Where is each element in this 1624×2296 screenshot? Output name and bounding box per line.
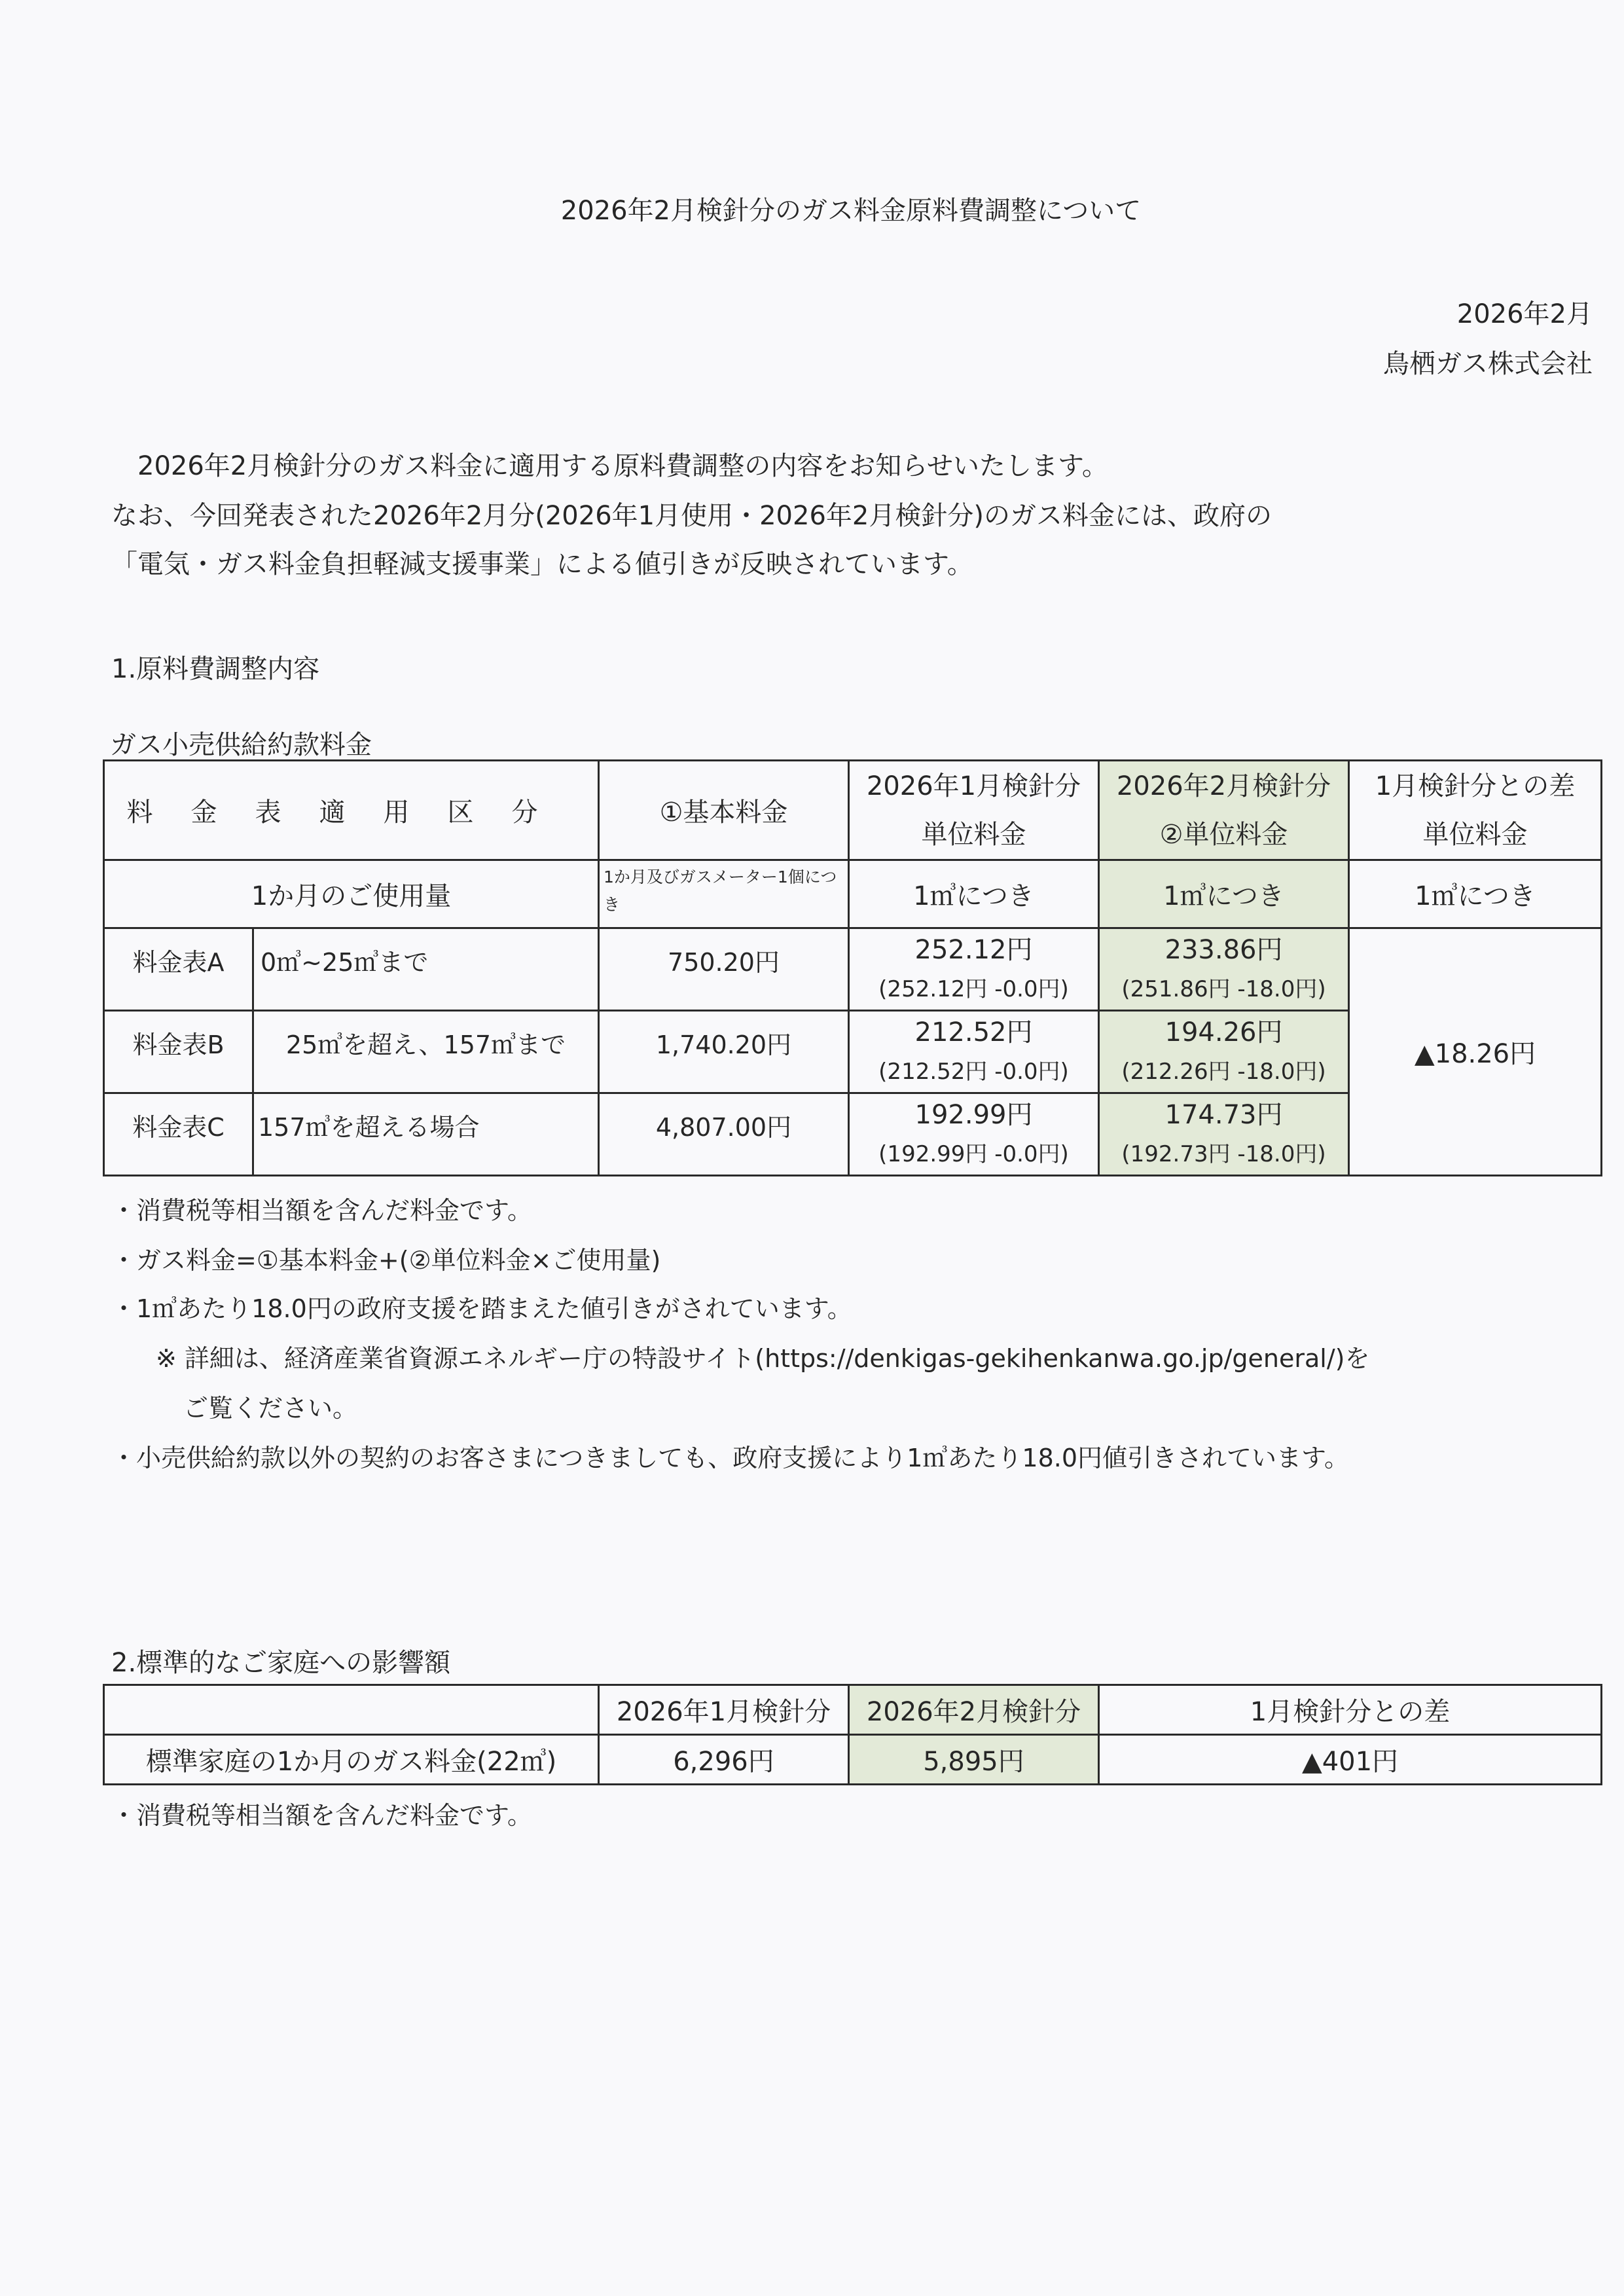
sub-header-basic-unit: 1か月及びガスメーター1個につき	[599, 860, 849, 928]
row-basic: 750.20円	[599, 928, 849, 1011]
intro-line-3: 「電気・ガス料金負担軽減支援事業」による値引きが反映されています。	[111, 549, 973, 579]
header-diff: 1月検針分との差 単位料金	[1349, 761, 1602, 860]
header-diff: 1月検針分との差	[1099, 1685, 1602, 1735]
tariff-caption: ガス小売供給約款料金	[110, 730, 372, 760]
row-feb: 174.73円 (192.73円 -18.0円)	[1099, 1093, 1349, 1176]
empty-header-cell	[104, 1685, 599, 1735]
intro-line-1: 2026年2月検針分のガス料金に適用する原料費調整の内容をお知らせいたします。	[137, 451, 1108, 481]
table-row	[104, 928, 1602, 1011]
sub-header-feb-unit: 1㎥につき	[1099, 860, 1349, 928]
row-basic: 1,740.20円	[599, 1011, 849, 1093]
tariff-table	[103, 759, 1602, 1176]
row-jan: 252.12円 (252.12円 -0.0円)	[849, 928, 1099, 1011]
row-jan: 6,296円	[599, 1735, 849, 1785]
row-range: 0㎥~25㎥まで	[253, 928, 599, 1011]
row-name: 料金表A	[104, 928, 253, 1011]
row-diff: ▲401円	[1099, 1735, 1602, 1785]
table-row	[104, 1735, 1602, 1785]
sub-header-jan-unit: 1㎥につき	[849, 860, 1099, 928]
row-basic: 4,807.00円	[599, 1093, 849, 1176]
header-feb: 2026年2月検針分	[849, 1685, 1099, 1735]
row-name: 料金表B	[104, 1011, 253, 1093]
row-range: 25㎥を超え、157㎥まで	[253, 1011, 599, 1093]
sub-header-diff-unit: 1㎥につき	[1349, 860, 1602, 928]
intro-line-2: なお、今回発表された2026年2月分(2026年1月使用・2026年2月検針分)のガス料金には、政府の	[111, 501, 1272, 531]
row-jan: 212.52円 (212.52円 -0.0円)	[849, 1011, 1099, 1093]
page-title: 2026年2月検針分のガス料金原料費調整について	[560, 196, 1142, 226]
header-basic: ①基本料金	[599, 761, 849, 860]
row-name: 料金表C	[104, 1093, 253, 1176]
row-label: 標準家庭の1か月のガス料金(22㎥)	[104, 1735, 599, 1785]
note-tax-2: ・消費税等相当額を含んだ料金です。	[111, 1801, 532, 1830]
note-subsidy: ・1㎥あたり18.0円の政府支援を踏まえた値引きがされています。	[111, 1294, 852, 1323]
note-detail-cont: ご覧ください。	[183, 1394, 358, 1423]
row-jan: 192.99円 (192.99円 -0.0円)	[849, 1093, 1099, 1176]
sub-header-usage: 1か月のご使用量	[104, 860, 599, 928]
header-jan: 2026年1月検針分	[599, 1685, 849, 1735]
section-1-heading: 1.原料費調整内容	[111, 654, 320, 684]
diff-value: ▲18.26円	[1349, 928, 1602, 1176]
row-feb: 233.86円 (251.86円 -18.0円)	[1099, 928, 1349, 1011]
header-category: 料金表適用区分	[104, 761, 599, 860]
note-tax: ・消費税等相当額を含んだ料金です。	[111, 1196, 532, 1225]
row-feb: 194.26円 (212.26円 -18.0円)	[1099, 1011, 1349, 1093]
issue-date: 2026年2月	[1456, 299, 1593, 329]
note-detail: ※ 詳細は、経済産業省資源エネルギー庁の特設サイト(https://denkigas-gekihenkanwa.go.jp/general/)を	[156, 1344, 1370, 1373]
note-other-contracts: ・小売供給約款以外の契約のお客さまにつきましても、政府支援により1㎥あたり18.0円値引きされています。	[111, 1444, 1349, 1472]
company-name: 鳥栖ガス株式会社	[1383, 349, 1593, 379]
row-range: 157㎥を超える場合	[253, 1093, 599, 1176]
section-2-heading: 2.標準的なご家庭への影響額	[111, 1648, 451, 1678]
impact-table	[103, 1684, 1602, 1785]
note-formula: ・ガス料金=①基本料金+(②単位料金×ご使用量)	[111, 1246, 661, 1275]
header-jan: 2026年1月検針分 単位料金	[849, 761, 1099, 860]
header-feb: 2026年2月検針分 ②単位料金	[1099, 761, 1349, 860]
row-feb: 5,895円	[849, 1735, 1099, 1785]
